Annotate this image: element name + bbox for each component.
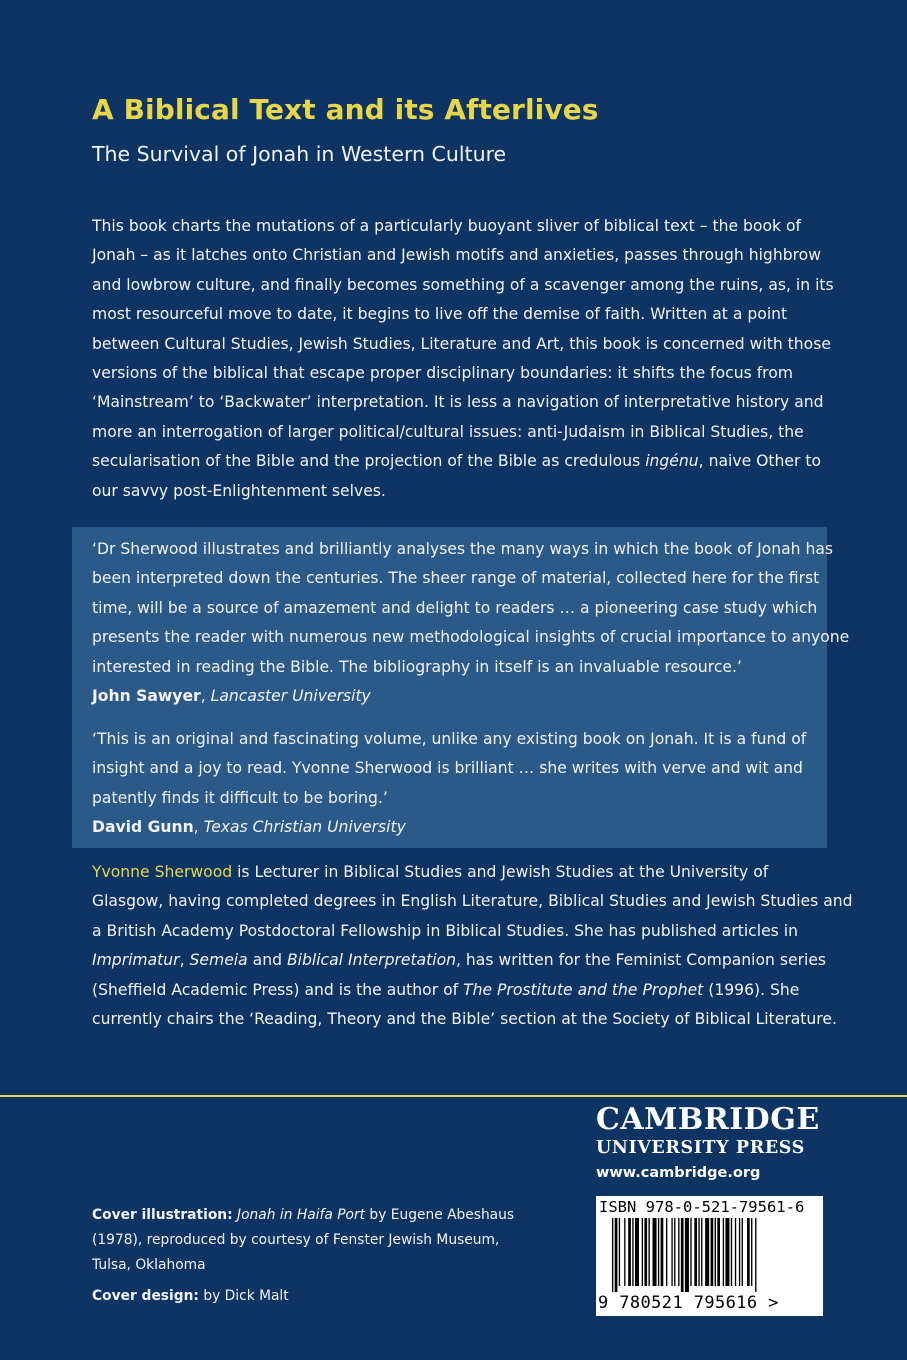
credit-label: Cover design: — [92, 1288, 199, 1304]
credit-line — [92, 1284, 572, 1309]
barcode-bar — [666, 1218, 667, 1286]
barcode-bar — [725, 1218, 729, 1286]
description-line: more an interrogation of larger political/cultural issues: anti-Judaism in Biblical Studies, the — [92, 422, 804, 441]
review-line: presents the reader with numerous new methodological insights of crucial importance to anyone — [92, 628, 850, 647]
barcode-bar — [628, 1218, 631, 1286]
barcode-bar — [681, 1218, 684, 1292]
publication-title: Imprimatur — [92, 951, 180, 970]
review-line: insight and a joy to read. Yvonne Sherwood is brilliant … she writes with verve and wit and — [92, 759, 803, 778]
barcode-bar — [644, 1218, 647, 1286]
cover-credits — [92, 1203, 572, 1309]
description-line: ‘Mainstream’ to ‘Backwater’ interpretation. It is less a navigation of interpretative history and — [92, 393, 824, 412]
publication-title: Semeia — [189, 951, 248, 970]
bio-line: Glasgow, having completed degrees in English Literature, Biblical Studies and Jewish Studies and — [92, 892, 853, 911]
barcode-bar — [735, 1218, 736, 1286]
description-line — [92, 447, 824, 476]
publisher-name: CAMBRIDGE — [596, 1102, 820, 1137]
barcode-bar — [642, 1218, 643, 1286]
barcode-bar — [619, 1218, 620, 1286]
barcode-bar — [751, 1218, 752, 1286]
review-line: ‘This is an original and fascinating volume, unlike any existing book on Jonah. It is a fund of — [92, 730, 807, 748]
review-attribution: John Sawyer, Lancaster University — [92, 687, 371, 706]
barcode-bar — [671, 1218, 672, 1286]
review-line: interested in reading the Bible. The bibliography in itself is an invaluable resource.’ — [92, 657, 742, 676]
barcode-bars — [612, 1218, 808, 1292]
barcode-bar — [632, 1218, 633, 1286]
barcode-bar — [674, 1218, 675, 1286]
review-author: David Gunn — [92, 818, 194, 837]
barcode-bar — [717, 1218, 720, 1286]
review-line: time, will be a source of amazement and delight to readers … a pioneering case study which — [92, 598, 818, 617]
isbn-label: ISBN 978-0-521-79561-6 — [599, 1198, 805, 1216]
credit-line — [92, 1203, 572, 1228]
barcode-bar — [731, 1218, 732, 1286]
review-author: John Sawyer — [92, 687, 201, 706]
barcode-bar — [698, 1218, 699, 1286]
description-text: , naive Other to — [698, 452, 822, 471]
author-name: Yvonne Sherwood — [92, 863, 233, 881]
book-description — [92, 212, 834, 506]
author-bio — [92, 858, 853, 1034]
bio-text: (Sheffield Academic Press) and is the author of — [92, 980, 464, 999]
section-divider — [0, 1095, 907, 1097]
publisher-url: www.cambridge.org — [596, 1165, 761, 1181]
barcode-bar — [685, 1218, 689, 1292]
bio-line — [92, 976, 827, 1005]
barcode-bar — [723, 1218, 724, 1286]
publication-title: Biblical Interpretation — [286, 951, 457, 970]
bio-text: is Lecturer in Biblical Studies and Jewish Studies at the University of — [232, 863, 769, 881]
barcode-bar — [705, 1218, 709, 1286]
barcode-bar — [690, 1218, 691, 1286]
credit-text: by Eugene Abeshaus — [365, 1207, 515, 1223]
barcode-bar — [739, 1218, 740, 1286]
bio-text: (1996). She — [703, 980, 800, 999]
bio-line: currently chairs the ‘Reading, Theory and the Bible’ section at the Society of Biblical Literature. — [92, 1010, 837, 1029]
barcode-bar — [694, 1218, 697, 1286]
publisher-logo — [596, 1103, 826, 1187]
barcode-bar — [648, 1218, 649, 1286]
description-line: versions of the biblical that escape proper disciplinary boundaries: it shifts the focus from — [92, 364, 793, 383]
barcode-bar — [755, 1218, 756, 1292]
review-gunn — [92, 725, 822, 843]
description-line: This book charts the mutations of a particularly buoyant sliver of biblical text – the book of — [92, 217, 802, 235]
review-line: ‘Dr Sherwood illustrates and brilliantly analyses the many ways in which the book of Jonah has — [92, 540, 834, 558]
publication-title: The Prostitute and the Prophet — [463, 980, 704, 999]
description-italic: ingénu — [645, 452, 699, 471]
barcode-bar — [742, 1218, 743, 1286]
illustration-title: Jonah in Haifa Port — [237, 1207, 366, 1223]
publisher-press: UNIVERSITY PRESS — [596, 1138, 805, 1158]
credit-label: Cover illustration: — [92, 1207, 233, 1223]
description-line: Jonah – as it latches onto Christian and Jewish motifs and anxieties, passes through highbrow — [92, 246, 821, 265]
bio-line — [92, 858, 827, 887]
review-attribution: David Gunn, Texas Christian University — [92, 818, 406, 837]
book-title: A Biblical Text and its Afterlives — [92, 93, 599, 126]
description-line: most resourceful move to date, it begins to live off the demise of faith. Written at a point — [92, 305, 788, 324]
barcode-bar — [661, 1218, 664, 1286]
description-line: between Cultural Studies, Jewish Studies, Literature and Art, this book is concerned with those — [92, 334, 831, 353]
bio-line: a British Academy Postdoctoral Fellowship in Biblical Studies. She has published articles in — [92, 921, 798, 940]
barcode-bar — [715, 1218, 716, 1286]
bio-line — [92, 946, 827, 975]
credit-line: (1978), reproduced by courtesy of Fenster Jewish Museum, — [92, 1232, 500, 1248]
isbn-barcode — [596, 1196, 823, 1316]
reviews-panel — [72, 527, 850, 848]
barcode-bar — [653, 1218, 657, 1286]
barcode-bar — [678, 1218, 679, 1286]
review-line: been interpreted down the centuries. The sheer range of material, collected here for the first — [92, 569, 820, 588]
barcode-bar — [711, 1218, 714, 1286]
book-subtitle: The Survival of Jonah in Western Culture — [92, 142, 507, 166]
bio-text: , has written for the Feminist Companion series — [456, 951, 827, 970]
barcode-bar — [635, 1218, 639, 1286]
review-sawyer — [92, 535, 850, 711]
barcode-bar — [658, 1218, 659, 1286]
barcode-bar — [615, 1218, 618, 1292]
barcode-bar — [747, 1218, 750, 1286]
description-text: secularisation of the Bible and the projection of the Bible as credulous — [92, 452, 646, 471]
review-affiliation: Lancaster University — [210, 687, 371, 706]
credit-text: by Dick Malt — [198, 1288, 289, 1304]
barcode-digits: 9 780521 795616 > — [598, 1293, 779, 1313]
bio-text: and — [247, 951, 287, 970]
bio-text: , — [179, 951, 190, 970]
review-affiliation: Texas Christian University — [203, 818, 406, 837]
review-line: patently finds it difficult to be boring.’ — [92, 788, 388, 807]
description-line: and lowbrow culture, and finally becomes something of a scavenger among the ruins, as, in its — [92, 275, 834, 294]
barcode-bar — [624, 1218, 625, 1286]
barcode-bar — [701, 1218, 702, 1286]
description-line: our savvy post-Enlightenment selves. — [92, 481, 386, 500]
credit-line: Tulsa, Oklahoma — [92, 1257, 206, 1273]
barcode-bar — [612, 1218, 613, 1292]
